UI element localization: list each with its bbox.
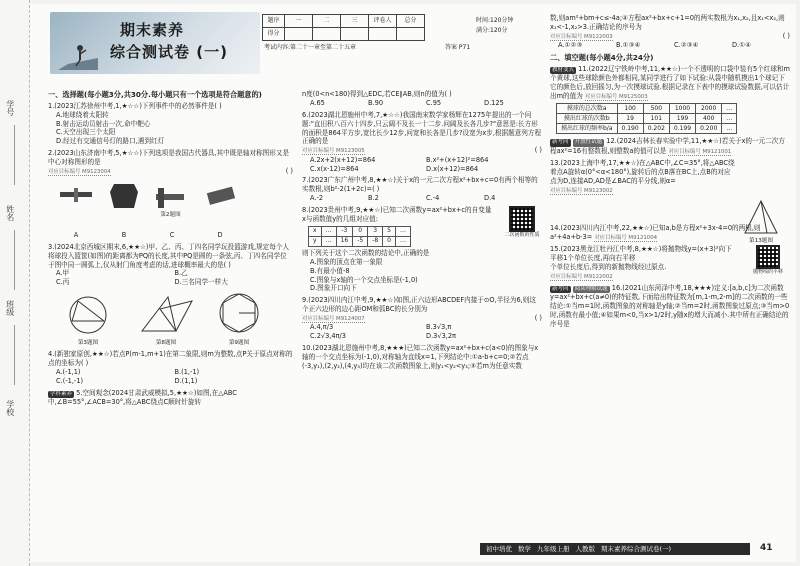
title-line-2: 综合测试卷 (一) xyxy=(110,43,228,61)
footer-edition: 人教版 xyxy=(575,544,595,553)
score-input-cell[interactable] xyxy=(369,28,397,41)
q4-options xyxy=(56,368,293,386)
qr-code-icon[interactable] xyxy=(509,206,535,232)
figure-caption: 第8题图 xyxy=(155,339,177,346)
question-5 xyxy=(48,389,293,407)
target-ref: 对应目标编号 M9123005 xyxy=(302,148,365,155)
question-7 xyxy=(302,176,542,203)
option-b[interactable]: B.(1,-1) xyxy=(174,368,200,377)
climber-illustration xyxy=(58,40,98,70)
time-limit: 时间:120分钟 xyxy=(476,17,514,24)
option-c[interactable]: C.x(x-12)=864 xyxy=(310,164,359,173)
question-15 xyxy=(550,245,790,281)
target-ref: 对应目标编号 M9123004 xyxy=(48,168,111,175)
binding-line xyxy=(14,230,15,290)
geometry-figures xyxy=(58,289,293,335)
score-cell: 题序 xyxy=(263,15,285,28)
option-c[interactable]: C.图象与x轴的一个交点坐标是(-1,0) xyxy=(310,275,418,284)
option-b[interactable]: B.有最小值-8 xyxy=(310,266,350,275)
table-cell: 0.199 xyxy=(669,124,695,134)
question-5-continued xyxy=(302,90,542,108)
triangle-rotation-icon xyxy=(136,291,196,335)
option-d[interactable]: D.图象开口向下 xyxy=(310,284,357,293)
question-stem: 4.(新独家原创,★★☆)若点P(m-1,m+1)在第二象限,则m为整数,点P关于原点对称的点的坐标为( ) xyxy=(48,350,293,368)
table-cell: 16 xyxy=(336,236,353,246)
question-stem: 5.空间观念(2024甘肃武威模拟,5,★★☆)如图,在△ABC中,∠B=55°,∠ACB=30°,将△ABC绕点C顺时针旋转 xyxy=(48,388,237,407)
table-cell: 0.190 xyxy=(617,124,643,134)
footer-brand: 初中培优 xyxy=(486,544,512,553)
option-a[interactable]: A.65 xyxy=(310,98,325,107)
target-ref: 对应目标编号 M9123002 xyxy=(550,187,613,194)
question-tag-secondary: 开放性试题 xyxy=(574,139,603,146)
figure-caption: 第2题图 xyxy=(160,212,181,219)
question-10 xyxy=(302,344,542,371)
footer-grade: 九年级上册 xyxy=(537,544,570,553)
option-d[interactable]: D.(1,1) xyxy=(174,376,198,385)
target-ref: 对应目标编号 M9121001 xyxy=(668,148,732,155)
column-1 xyxy=(48,90,293,410)
binding-label-id: 学号 xyxy=(5,100,15,116)
q5-options xyxy=(310,99,542,108)
score-cell: 二 xyxy=(313,15,341,28)
figure-caption: 第9题图 xyxy=(228,339,250,346)
table-cell: … xyxy=(722,124,737,134)
score-cell: 一 xyxy=(285,15,313,28)
hexagon-circle-icon xyxy=(214,291,264,335)
option-c[interactable]: C.丙 xyxy=(56,278,70,287)
option-b[interactable]: B.x²+(x+12)²=864 xyxy=(426,155,489,164)
score-cell: 评卷人 xyxy=(369,15,397,28)
question-12 xyxy=(550,137,790,156)
title-banner xyxy=(50,12,260,74)
question-stem: 1.(2023江苏徐州中考,1,★☆☆)下列事件中的必然事件是( ) xyxy=(48,101,222,110)
question-tag: 新考向 xyxy=(552,139,569,146)
score-input-cell[interactable] xyxy=(313,28,341,41)
column-3 xyxy=(550,14,790,332)
table-cell: … xyxy=(722,114,737,124)
q10-options xyxy=(558,41,790,50)
question-stem: 13.(2023上海中考,17,★★☆)在△ABC中,∠C=35°,将△ABC绕着点A旋转α(0°<α<180°),旋转后的点B落在BC上,点B的对应点为D,连接AD,AD是∠BAC的平分线,则α= xyxy=(550,158,735,185)
question-stem: 12.(2024吉林长春实验中学,11,★★☆)若关于x的一元二次方程ax²=16有整数根,则整数a的值可以是 xyxy=(550,137,785,155)
score-input-cell[interactable] xyxy=(397,28,425,41)
table-cell: … xyxy=(396,226,411,236)
value-table xyxy=(308,226,411,247)
option-d[interactable]: D.①④ xyxy=(732,41,751,50)
question-2: 2.(2023山东济南中考,5,★☆☆)下列选项是我国古代器具,其中既是轴对称图形又是中心对称图形的是 对应目标编号 M9123004 ( ) 第2题图 A B C D xyxy=(48,149,293,239)
score-cell: 总分 xyxy=(397,15,425,28)
q3-options xyxy=(56,269,293,287)
question-text: 则下列关于这个二次函数的结论中,正确的是 xyxy=(302,248,430,257)
option-a[interactable]: A.图象的顶点在第一象限 xyxy=(310,257,383,266)
question-stem: 8.(2023贵州中考,9,★★☆)已知二次函数y=ax²+bx+c的自变量x与函数值y的几组对应值: xyxy=(302,206,492,223)
option-d[interactable]: D.125 xyxy=(484,98,504,107)
target-ref: 对应目标编号 M9124007 xyxy=(302,316,365,323)
option-c[interactable]: C.天空出现三个太阳 xyxy=(56,128,116,137)
footer-paper: 期末素养综合测试卷(一) xyxy=(601,544,672,553)
binding-line xyxy=(14,325,15,385)
table-cell: -8 xyxy=(368,236,383,246)
answer-reference: 答案 P71 xyxy=(445,44,471,51)
table-cell: 500 xyxy=(643,104,669,114)
qr-block xyxy=(502,206,542,239)
binding-line xyxy=(14,125,15,185)
ancient-vessel-b-icon xyxy=(106,180,142,210)
q2-options-row xyxy=(58,222,293,240)
table-cell: 摸出红球的频率b/a xyxy=(557,124,618,134)
option-c[interactable]: C.(-1,-1) xyxy=(56,376,84,385)
question-stem: 16.(2021山东菏泽中考,18,★★★)定义:[a,b,c]为二次函数y=ax²+bx+c(a≠0)的特征数,下面给出特征数为[m,1-m,2-m]的二次函数的一些结论:①当m=1时,函数图象的对称轴是y轴;②当m=2时,函数图象过原点;③当m>0时,函数有最小值;④如果m<0,当x>1/2时,y随x的增大而减小.其中所有正确结论的序号是 xyxy=(550,284,790,329)
question-tag: 新考向 xyxy=(552,286,569,293)
footer-subject: 数学 xyxy=(518,544,531,553)
question-stem: 7.(2023广东广州中考,8,★★☆)关于x的一元二次方程x²+bx+c=0有两个相等的实数根,则b²-2(1+2c)=( ) xyxy=(302,176,538,194)
table-cell: 101 xyxy=(643,114,669,124)
option-b[interactable]: B.射击运动员射击一次,命中靶心 xyxy=(56,119,151,128)
table-cell: … xyxy=(321,236,336,246)
exam-scope: 考试内容:第二十一章至第二十五章 xyxy=(264,44,357,51)
page-number: 41 xyxy=(760,543,773,553)
question-tag-secondary: 阅读理解试题 xyxy=(574,286,608,293)
binding-label-school: 学校 xyxy=(5,400,15,416)
column-2 xyxy=(302,90,542,374)
table-cell: 2000 xyxy=(696,104,722,114)
score-cell: 三 xyxy=(341,15,369,28)
figure-caption: 第13题图 xyxy=(749,237,773,244)
option-d[interactable]: D.经过有交通信号灯的路口,遇到红灯 xyxy=(56,137,165,146)
question-stem: n度(0<n<180)得到△EDC,若CE∥AB,则n的值为( ) xyxy=(302,90,452,98)
question-stem: 15.(2023黑龙江牡丹江中考,8,★★☆)将抛物线y=(x+3)²向下平移1个单位长度,再向右平移 xyxy=(550,245,732,262)
table-cell: 0 xyxy=(353,226,368,236)
option-c[interactable]: C.95 xyxy=(426,98,442,107)
option-c[interactable]: C.-4 xyxy=(426,194,440,203)
qr-block xyxy=(750,245,786,276)
table-cell: 0.200 xyxy=(696,124,722,134)
question-16 xyxy=(550,284,790,329)
table-cell: … xyxy=(396,236,411,246)
option-d[interactable]: D.3√3,2π xyxy=(426,332,457,341)
option-b[interactable]: B.2 xyxy=(368,194,379,203)
table-cell: -5 xyxy=(353,236,368,246)
title-line-1: 期末素养 xyxy=(120,21,185,39)
question-tag: 学科素养 xyxy=(50,390,73,397)
table-cell: 0.202 xyxy=(643,124,669,134)
option-a[interactable]: A.地球绕着太阳转 xyxy=(56,110,109,119)
option-a[interactable]: A.(-1,1) xyxy=(56,368,81,377)
question-tag: 教材变式 xyxy=(552,66,575,73)
qr-label: 抛物线的平移 xyxy=(752,269,783,276)
table-cell: 100 xyxy=(617,104,643,114)
frequency-table xyxy=(556,103,737,134)
question-3 xyxy=(48,243,293,347)
table-cell: 1000 xyxy=(669,104,695,114)
option-b[interactable]: B.90 xyxy=(368,98,384,107)
qr-label: 二次函数的性质 xyxy=(504,232,540,239)
question-9: 9.(2023四川内江中考,9,★★☆)如图,正六边形ABCDEF内接于⊙O,半径为6,则这个正六边形的边心距OM和弧BC的长分别为 对应目标编号 M9124007 ( ) A.4,π/3 B.3√3,π C.2√3,4π/3 D.3√3,2π xyxy=(302,296,542,341)
ancient-tool-d-icon xyxy=(202,180,238,210)
option-b[interactable]: B.①③④ xyxy=(616,41,641,50)
target-ref: 对应目标编号 M9122002 xyxy=(550,273,613,280)
binding-label-class: 班级 xyxy=(5,300,15,316)
question-stem: 3.(2024北京西城区期末,6,★★☆)甲、乙、丙、丁四名同学玩投篮游戏,规定每个人将球投入篮筐(如图)的距离都为PQ的长度,其中PQ是圆的一条弦,丙、丁四名同学位于图中同一圆弧上,仅从射门角度考虑的话,进球概率最大的是( ) xyxy=(48,242,290,269)
score-input-cell[interactable] xyxy=(285,28,313,41)
option-a[interactable]: A.甲 xyxy=(56,269,70,278)
binding-margin xyxy=(0,0,30,566)
question-stem: 6.(2023湖北恩施州中考,7,★☆☆)我国南宋数学家杨辉在1275年提出的一个问题:"直田积八百六十四步,只云阔不及长一十二步.问阔及长各几步?"意思是:长方形的面积是864平方步,宽比长少12步,问宽和长各是几步?设宽为x步,根据题意列方程正确的是 xyxy=(302,110,542,146)
q9-options xyxy=(310,323,542,341)
table-cell: 400 xyxy=(696,114,722,124)
table-cell: … xyxy=(722,104,737,114)
option-d[interactable]: D.三名同学一样大 xyxy=(174,278,228,287)
time-note xyxy=(476,16,513,35)
q7-options xyxy=(310,194,542,203)
option-b[interactable]: B.3√3,π xyxy=(426,323,452,332)
table-cell: -3 xyxy=(336,226,353,236)
qr-code-icon[interactable] xyxy=(756,245,780,269)
question-stem: 10.(2023湖北恩施州中考,8,★★★)已知二次函数y=ax²+bx+c(a<0)的图象与x轴的一个交点坐标为(-1,0),对称轴为直线x=1,下列结论中:①a-b+c=0;②若点(-3,y₁),(2,y₂),(4,y₃)均在该二次函数图象上,则y₁<y₂<y₃;③若m为任意实数 xyxy=(302,344,539,370)
option-d[interactable]: D.x(x+12)=864 xyxy=(426,164,479,173)
binding-label-name: 姓名 xyxy=(5,205,15,221)
q2-figures xyxy=(58,178,293,210)
question-stem: 数,则am²+bm+c≤-4a;④方程ax²+bx+c+1=0的两实数根为x₁,x₂,且x₁<x₂,则x₁<-1,x₂>3.正确结论的序号为 xyxy=(550,14,785,31)
option-c[interactable]: C xyxy=(169,230,175,239)
score-input-cell[interactable] xyxy=(341,28,369,41)
option-d[interactable]: D.4 xyxy=(484,194,496,203)
table-cell: 199 xyxy=(669,114,695,124)
section-fill-title: 二、填空题(每小题4分,共24分) xyxy=(550,52,654,62)
section-choice-title: 一、选择题(每小题3分,共30分.每小题只有一个选项是符合题意的) xyxy=(48,90,262,99)
question-stem: 9.(2023四川内江中考,9,★★☆)如图,正六边形ABCDEF内接于⊙O,半径为6,则这个正六边形的边心距OM和弧BC的长分别为 xyxy=(302,296,536,314)
exam-page xyxy=(30,4,796,562)
option-c[interactable]: C.2√3,4π/3 xyxy=(310,332,346,341)
footer-bar xyxy=(480,543,750,555)
question-stem: 14.(2023四川内江中考,22,★★☆)已知a,b是方程x²+3x-4=0的两根,则a²+4a+b-3= xyxy=(550,223,761,241)
table-cell: 5 xyxy=(383,226,396,236)
table-cell: y xyxy=(309,236,322,246)
target-ref: 对应目标编号 M9125003 xyxy=(584,93,648,100)
option-a[interactable]: A.4,π/3 xyxy=(310,323,334,332)
full-score: 满分:120分 xyxy=(476,26,508,34)
option-a[interactable]: A.①②③ xyxy=(558,41,583,50)
target-ref: 对应目标编号 M9121004 xyxy=(594,234,658,241)
q6-options xyxy=(310,156,542,174)
question-stem-continued: 个单位长度后,得到的新抛物线经过原点. xyxy=(550,262,667,271)
table-cell: 3 xyxy=(368,226,383,236)
option-a[interactable]: A.2x+2(x+12)=864 xyxy=(310,155,376,164)
table-cell: x xyxy=(309,226,322,236)
q13-figure xyxy=(738,199,784,245)
score-table xyxy=(262,14,425,41)
score-cell: 得分 xyxy=(263,28,285,41)
question-stem: 2.(2023山东济南中考,5,★☆☆)下列选项是我国古代器具,其中既是轴对称图形又是中心对称图形的是 xyxy=(48,149,290,167)
option-b[interactable]: B.乙 xyxy=(174,269,188,278)
table-cell: 摸球的总次数a xyxy=(557,104,618,114)
option-d[interactable]: D xyxy=(217,230,223,239)
exam-header xyxy=(50,12,520,82)
question-4 xyxy=(48,350,293,386)
option-c[interactable]: C.②③④ xyxy=(674,41,699,50)
question-stem: 11.(2022辽宁铁岭中考,11,★★☆)一个不透明的口袋中装有5个红球和m个黄球,这些球除颜色外都相同,某同学进行了如下试验:从袋中随机摸出1个球记下它的颜色后,放回摇匀,为一次摸球试验.根据记录在下表中的摸球试验数据,可以估计出m的值为 xyxy=(550,64,790,100)
table-cell: 19 xyxy=(617,114,643,124)
triangle-figure-icon xyxy=(741,199,781,235)
circle-figure-icon xyxy=(58,291,118,335)
table-cell: 0 xyxy=(383,236,396,246)
question-1 xyxy=(48,102,293,146)
ancient-tool-c-icon xyxy=(154,180,190,210)
ancient-tool-a-icon xyxy=(58,180,94,210)
figure-captions xyxy=(58,337,293,347)
question-6: 6.(2023湖北恩施州中考,7,★☆☆)我国南宋数学家杨辉在1275年提出的一个问题:"直田积八百六十四步,只云阔不及长一十二步.问阔及长各几步?"意思是:长方形的面积是864平方步,宽比长少12步,问宽和长各是几步?设宽为x步,根据题意列方程正确的是 对应目标编号 M9123005 ( ) A.2x+2(x+12)=864 B.x²+(x+12)²=864 C.x(x-12)=864 D.x(x+12)=864 xyxy=(302,110,542,173)
question-10-continued: 数,则am²+bm+c≤-4a;④方程ax²+bx+c+1=0的两实数根为x₁,x₂,且x₁<x₂,则x₁<-1,x₂>3.正确结论的序号为 对应目标编号 M9122003 ( ) A.①②③ B.①③④ C.②③④ D.①④ xyxy=(550,14,790,50)
table-cell: … xyxy=(321,226,336,236)
target-ref: 对应目标编号 M9122003 xyxy=(550,33,613,40)
figure-caption: 第3题图 xyxy=(77,339,99,346)
question-11 xyxy=(550,65,790,135)
option-a[interactable]: A.-2 xyxy=(310,194,324,203)
option-a[interactable]: A xyxy=(73,230,79,239)
option-b[interactable]: B xyxy=(121,230,127,239)
table-cell: 摸出红球的次数b xyxy=(557,114,618,124)
question-8 xyxy=(302,206,542,293)
